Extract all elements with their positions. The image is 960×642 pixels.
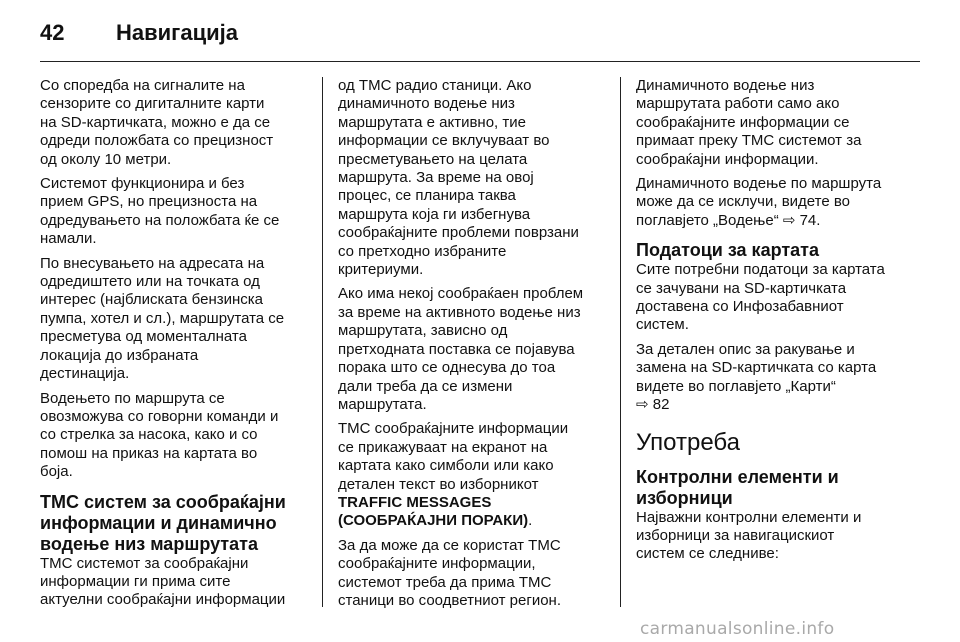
text-line: Водењето по маршрута се — [40, 389, 225, 407]
text-line: маршрутата работи само ако — [636, 95, 840, 113]
text-line: намали. — [40, 230, 97, 248]
text-line: порака што се однесува до тоа — [338, 359, 556, 377]
text-line: со стрелка за насока, како и со — [40, 426, 258, 444]
text-line: Со споредба на сигналите на — [40, 77, 245, 94]
text-line: систем се следниве: — [636, 545, 779, 563]
paragraph — [40, 555, 316, 610]
text-line: маршрута која ги избегнува — [338, 205, 531, 223]
text-line: сензорите со дигиталните карти — [40, 95, 265, 113]
paragraph — [636, 175, 912, 230]
text-line: Динамичното водење по маршрута — [636, 175, 882, 193]
text-line: информации се вклучуваат во — [338, 132, 550, 150]
text-line: информации и динамично — [40, 512, 277, 533]
text-line: одредиштето или на точката од — [40, 273, 260, 291]
text-line: дестинација. — [40, 365, 130, 383]
text-line: За детален опис за ракување и — [636, 340, 855, 358]
paragraph — [40, 77, 316, 169]
text-line: За да може да се користат TMC — [338, 536, 561, 554]
text-line: маршрутата, зависно од — [338, 322, 508, 340]
page-title: Навигација — [116, 20, 238, 45]
text-line: системот треба да прима TMC — [338, 573, 552, 591]
text-line: актуелни сообраќајни информации — [40, 591, 286, 609]
menu-name-traffic-messages-mk: (СООБРАЌАЈНИ ПОРАКИ) — [338, 512, 529, 530]
paragraph — [338, 285, 608, 414]
text-line: претходната поставка се појавува — [338, 340, 575, 358]
text-line: сообраќајните информации, — [338, 555, 536, 573]
paragraph — [338, 77, 608, 279]
text-line: со претходно избраните — [338, 242, 507, 260]
text-line: сообраќајните информации се — [636, 113, 850, 131]
subheading-controls — [636, 467, 912, 509]
text-line: пумпа, хотел и сл.), маршрутата се — [40, 309, 285, 327]
paragraph — [338, 537, 608, 611]
text-line: локација до избраната — [40, 346, 199, 364]
text-line: на SD-картичката, можно е да се — [40, 113, 271, 131]
paragraph — [636, 77, 912, 169]
text-line: TMC сообраќајните информации — [338, 420, 569, 438]
text-line: од околу 10 метри. — [40, 150, 172, 168]
text-line: детален текст во изборникот — [338, 475, 539, 493]
text-line: примаат преку TMC системот за — [636, 132, 862, 150]
text-line: систем. — [636, 316, 689, 334]
text-line: овозможува со говорни команди и — [40, 407, 279, 425]
paragraph — [40, 390, 316, 482]
paragraph — [338, 420, 608, 530]
cross-reference-link[interactable]: поглавјето „Водење“ ⇨ 74. — [636, 211, 821, 229]
text-line: изборници за навигацискиот — [636, 526, 835, 544]
subheading-tmc — [40, 492, 316, 555]
text-line: маршрутата е активно, тие — [338, 113, 526, 131]
column-divider — [620, 77, 621, 607]
text-line: одреди положбата со прецизност — [40, 132, 274, 150]
text-line: процес, се планира таква — [338, 187, 516, 205]
watermark: carmanualsonline.info — [640, 619, 835, 639]
paragraph — [636, 341, 912, 415]
text-line: прием GPS, но прецизноста на — [40, 193, 258, 211]
text-line: интерес (најблиската бензинска — [40, 291, 264, 309]
text-line: Сите потребни податоци за картата — [636, 261, 885, 279]
text-line: TMC систем за сообраќајни — [40, 491, 286, 512]
text-line: информации ги прима сите — [40, 572, 231, 590]
cross-reference-link[interactable]: ⇨ 82 — [636, 396, 670, 414]
text-line: Контролни елементи и — [636, 466, 839, 487]
page-number: 42 — [40, 20, 65, 45]
paragraph — [40, 255, 316, 384]
text-line: се прикажуваат на екранот на — [338, 438, 548, 456]
text-line: критериуми. — [338, 261, 424, 279]
text-line: дали треба да се измени — [338, 377, 513, 395]
text-line: водење низ маршрутата — [40, 533, 258, 554]
text-line: сообраќајни информации. — [636, 150, 819, 168]
text-line: станици во соодветниот регион. — [338, 591, 561, 609]
text-line: доставена со Инфозабавниот — [636, 298, 844, 316]
text-line: помош на приказ на картата во — [40, 444, 258, 462]
text-line: боја. — [40, 463, 73, 481]
text-line: Ако има некој сообраќаен проблем — [338, 285, 584, 303]
text-line: замена на SD-картичката со карта — [636, 359, 877, 377]
section-heading-usage: Употреба — [636, 428, 740, 456]
text-line: видете во поглавјето „Карти“ — [636, 377, 836, 395]
text-line: маршрутата. — [338, 395, 427, 413]
text-line: маршрута. За време на овој — [338, 169, 534, 187]
text-line: По внесувањето на адресата на — [40, 254, 265, 272]
text-line: за време на активното водење низ — [338, 303, 581, 321]
column-divider — [322, 77, 323, 607]
menu-name-traffic-messages: TRAFFIC MESSAGES — [338, 493, 492, 511]
text-line: Системот функционира и без — [40, 175, 245, 193]
text-line: Динамичното водење низ — [636, 77, 815, 94]
text-line: картата како симболи или како — [338, 457, 554, 475]
text-line: пресметува од моменталната — [40, 328, 247, 346]
paragraph — [40, 175, 316, 249]
subheading-map-data: Податоци за картата — [636, 240, 819, 261]
column-1 — [40, 77, 316, 616]
text-line: одредувањето на положбата ќе се — [40, 211, 280, 229]
text-line: пресметувањето на целата — [338, 150, 528, 168]
text-line: се зачувани на SD-картичката — [636, 279, 847, 297]
text-line: динамичното водење низ — [338, 95, 515, 113]
text-line: сообраќајните проблеми поврзани — [338, 224, 579, 242]
text-line: од TMC радио станици. Ако — [338, 77, 532, 94]
text-line: TMC системот за сообраќајни — [40, 554, 249, 572]
header-rule — [40, 61, 920, 62]
text-line: изборници — [636, 487, 733, 508]
paragraph — [636, 509, 912, 564]
column-2 — [338, 77, 608, 616]
text-line: Најважни контролни елементи и — [636, 508, 862, 526]
column-3 — [636, 77, 912, 570]
paragraph — [636, 261, 912, 335]
text-line: може да се исклучи, видете во — [636, 193, 850, 211]
text-fragment: . — [528, 512, 533, 530]
